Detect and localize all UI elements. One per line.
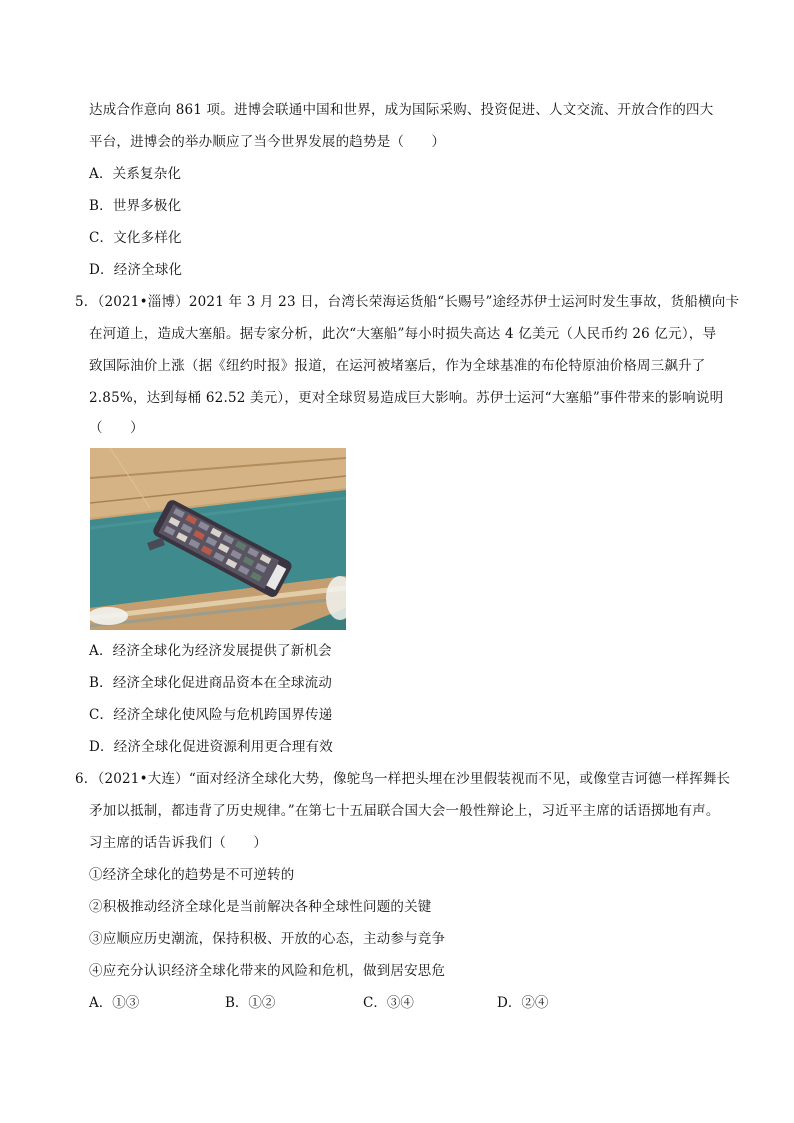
q4-option-b: B．世界多极化 — [89, 198, 182, 214]
q6-text-line-1: 6．（2021•大连）“面对经济全球化大势，像鸵鸟一样把头埋在沙里假装视而不见，或像堂吉诃德一样挥舞长 — [75, 771, 731, 787]
q6-option-d: D．②④ — [497, 995, 549, 1011]
q6-option-a: A．①③ — [89, 995, 140, 1011]
q5-option-d: D．经济全球化促进资源利用更合理有效 — [89, 739, 333, 755]
q5-text-line-5: （ ） — [89, 420, 144, 436]
q6-option-c: C．③④ — [363, 995, 414, 1011]
q6-text-line-2: 矛加以抵制，都违背了历史规律。”在第七十五届联合国大会一般性辩论上，习近平主席的话语掷地有声。 — [89, 803, 720, 819]
q6-statement-2: ②积极推动经济全球化是当前解决各种全球性问题的关键 — [89, 899, 432, 915]
q4-text-line-1: 达成合作意向 861 项。进博会联通中国和世界，成为国际采购、投资促进、人文交流、开放合作的四大 — [89, 102, 714, 118]
q5-text-line-1: 5．（2021•淄博）2021 年 3 月 23 日，台湾长荣海运货船“长赐号”途经苏伊士运河时发生事故，货船横向卡 — [75, 294, 740, 310]
q5-option-c: C．经济全球化使风险与危机跨国界传递 — [89, 707, 333, 723]
q5-option-b: B．经济全球化促进商品资本在全球流动 — [89, 675, 333, 691]
q4-option-d: D．经济全球化 — [89, 262, 183, 278]
q5-text-line-2: 在河道上，造成大塞船。据专家分析，此次“大塞船”每小时损失高达 4 亿美元（人民币约 26 亿元），导 — [89, 326, 717, 342]
q4-option-c: C．文化多样化 — [89, 230, 182, 246]
q6-statement-1: ①经济全球化的趋势是不可逆转的 — [89, 867, 295, 883]
q4-text-line-2: 平台，进博会的举办顺应了当今世界发展的趋势是（ ） — [89, 134, 446, 150]
q5-text-line-3: 致国际油价上涨（据《纽约时报》报道，在运河被堵塞后，作为全球基准的布伦特原油价格周三飙升了 — [89, 358, 706, 374]
q6-statement-4: ④应充分认识经济全球化带来的风险和危机，做到居安思危 — [89, 963, 446, 979]
suez-ship-photo — [90, 448, 346, 630]
q4-option-a: A．关系复杂化 — [89, 166, 182, 182]
q6-statement-3: ③应顺应历史潮流，保持积极、开放的心态，主动参与竞争 — [89, 931, 446, 947]
q5-option-a: A．经济全球化为经济发展提供了新机会 — [89, 643, 332, 659]
q6-text-line-3: 习主席的话告诉我们（ ） — [89, 835, 268, 851]
q6-option-b: B．①② — [225, 995, 276, 1011]
q5-text-line-4: 2.85%，达到每桶 62.52 美元），更对全球贸易造成巨大影响。苏伊士运河“大塞船”事件带来的影响说明 — [89, 390, 724, 406]
